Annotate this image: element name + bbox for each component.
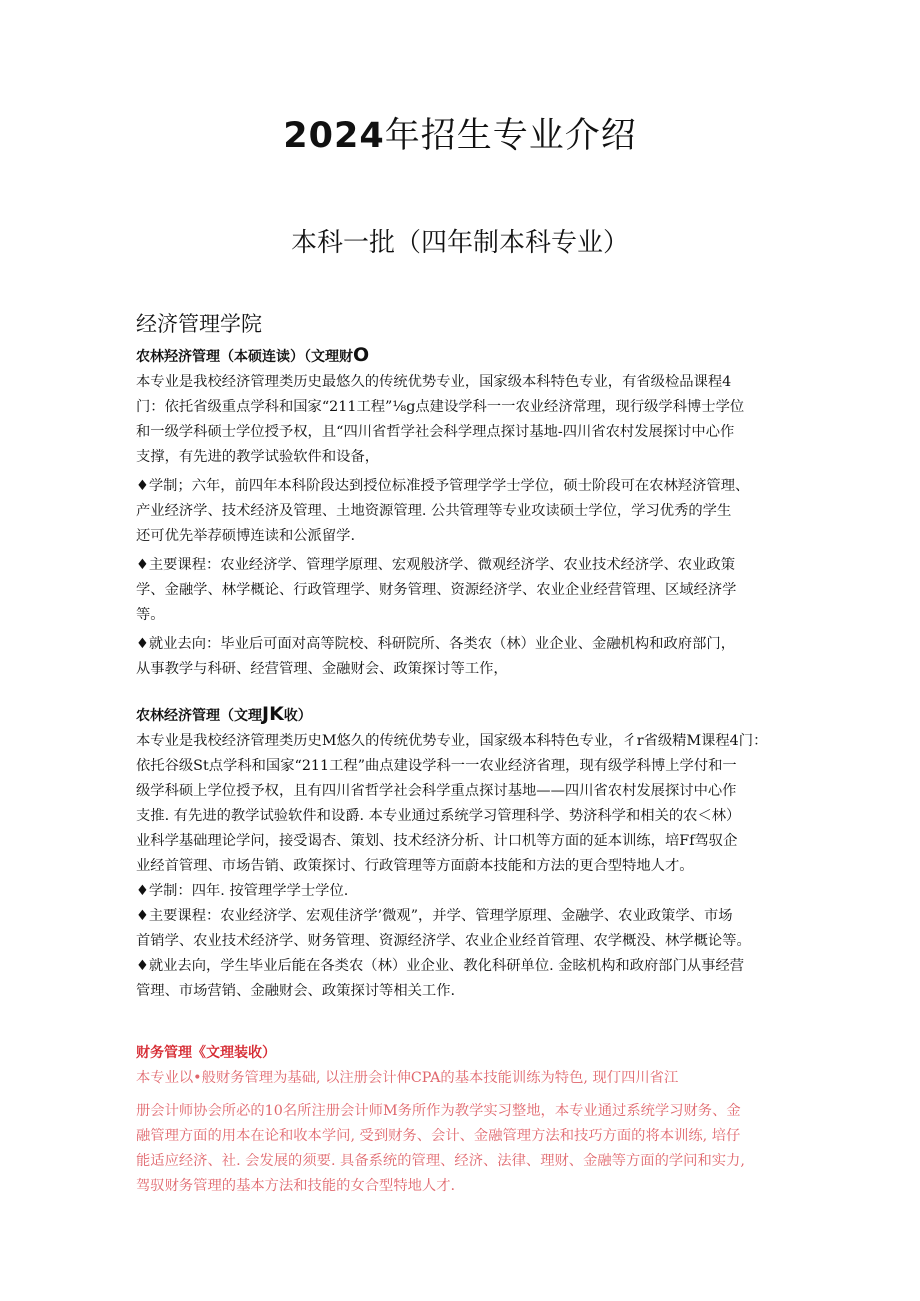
paragraph-line: ♦学制：四年. 按管理学学士学位. — [136, 883, 349, 899]
paragraph-line: ♦主要课程：农业经济学、宏观佳济学’微观”，并学、管理学原理、金融学、农业政策学、市场 — [136, 908, 733, 924]
paragraph-line: 业经首管理、市场告销、政策探讨、行政管理等方面蔚本技能和方法的更合型特地人才。 — [136, 858, 694, 874]
paragraph-line: 本专业是我校经济管理类历史M悠久的传统优势专业，国家级本科特色专业，彳r省级精M课程4门： — [136, 733, 768, 749]
paragraph-line: ♦就业去向：毕业后可面对高等院校、科研院所、各类农（林）业企业、金融机构和政府部门， — [136, 636, 735, 652]
major-section-1 — [136, 344, 792, 682]
college-heading: 经济管理学院 — [136, 312, 262, 336]
paragraph-line: 首销学、农业技术经济学、财务管理、资源经济学、农业企业经首管理、农学概没、林学概论等。 — [136, 933, 751, 949]
paragraph-line: 业科学基础理论学问，接受谒杏、策划、技术经济分析、计口机等方面的延本训练，培Ff驾驭企 — [136, 833, 738, 849]
title-text: 年招生专业介绍 — [384, 116, 637, 156]
paragraph-line: 门：依托省级重点学科和国家“211工程”⅛g点建设学科一一农业经济常理，现行级学科博士学位 — [136, 399, 745, 415]
paragraph-line: 等。 — [136, 607, 165, 623]
paragraph-line: 依托谷级St点学科和国家“211工程”曲点建设学科一一农业经济省理，现有级学科博上学付和一 — [136, 758, 737, 774]
paragraph-line: 从事教学与科研、经营管理、金融财会、政策探讨等工作， — [136, 661, 508, 677]
paragraph-line: 产业经济学、技术经济及管理、土地资源管理. 公共管理等专业攻读硕士学位，学习优秀的学生 — [136, 503, 732, 519]
title-year: 2024 — [283, 116, 385, 156]
paragraph-line: 支推. 有先进的教学试验软件和设爵. 本专业通过系统学习管理科学、势济科学和相关的农＜林） — [136, 808, 741, 824]
paragraph-line: 驾驭财务管理的基本方法和技能的女合型特地人才. — [136, 1178, 456, 1194]
paragraph-line: 学、金融学、林学概论、行政管理学、财务管理、资源经济学、农业企业经营管理、区域经济学 — [136, 582, 737, 598]
major-heading: 财务管理《文理装收） — [136, 1045, 276, 1061]
paragraph-line: 本专业是我校经济管理类历史最悠久的传统优势专业，国家级本科特色专业，有省级检品课程4 — [136, 374, 732, 390]
paragraph-line: ♦学制；六年，前四年本科阶段达到授位标准授予管理学学士学位，硕士阶段可在农林羟济管理、 — [136, 478, 750, 494]
paragraph-line: 和一级学科硕士学位授予权，且“四川省哲学社会科学理点探讨基地-四川省农村发展探讨中心作 — [136, 424, 735, 440]
major-heading: 农林羟济管理（本硕连读）（文理财O — [136, 344, 370, 366]
paragraph-line: 支撑，有先进的教学试验软件和设备， — [136, 449, 380, 465]
page-subtitle: 本科一批（四年制本科专业） — [290, 228, 629, 258]
major-section-3 — [136, 1042, 792, 1199]
paragraph-line: 能适应经济、社. 会发展的须要. 具备系统的管理、经济、法律、理财、金融等方面的学问和实力, — [136, 1153, 745, 1169]
paragraph-line: 本专业以•般财务管理为基础, 以注册会计伸CPA的基本技能训练为特色, 现仃四川省江 — [136, 1070, 679, 1086]
major-section-2 — [136, 703, 792, 1004]
paragraph-line: ♦主要课程：农业经济学、管理学原理、宏观般济学、微观经济学、农业技术经济学、农业政策 — [136, 557, 735, 573]
page-title — [0, 108, 920, 158]
paragraph-line: 还可优先举荐硕博连读和公派留学. — [136, 528, 355, 544]
paragraph-line: 册会计师协会所必的10名所注册会计师M务所作为教学实习整地，本专业通过系统学习财务、金 — [136, 1103, 741, 1119]
paragraph-line: 级学科硕上学位授予权，且有四川省哲学社会科学重点探讨基地——四川省农村发展探讨中心作 — [136, 783, 737, 799]
paragraph-line: ♦就业去向，学生毕业后能在各类农（林）业企业、教化科研单位. 金眩机构和政府部门从事经营 — [136, 958, 745, 974]
paragraph-line: 管理、市场营销、金融财会、政策探讨等相关工作. — [136, 983, 456, 999]
paragraph-line: 融管理方面的用本在论和收本学问, 受到财务、会计、金融管理方法和技巧方面的将本训练, 培仔 — [136, 1128, 741, 1144]
major-heading: 农林经济管理（文理JK收） — [136, 703, 312, 725]
